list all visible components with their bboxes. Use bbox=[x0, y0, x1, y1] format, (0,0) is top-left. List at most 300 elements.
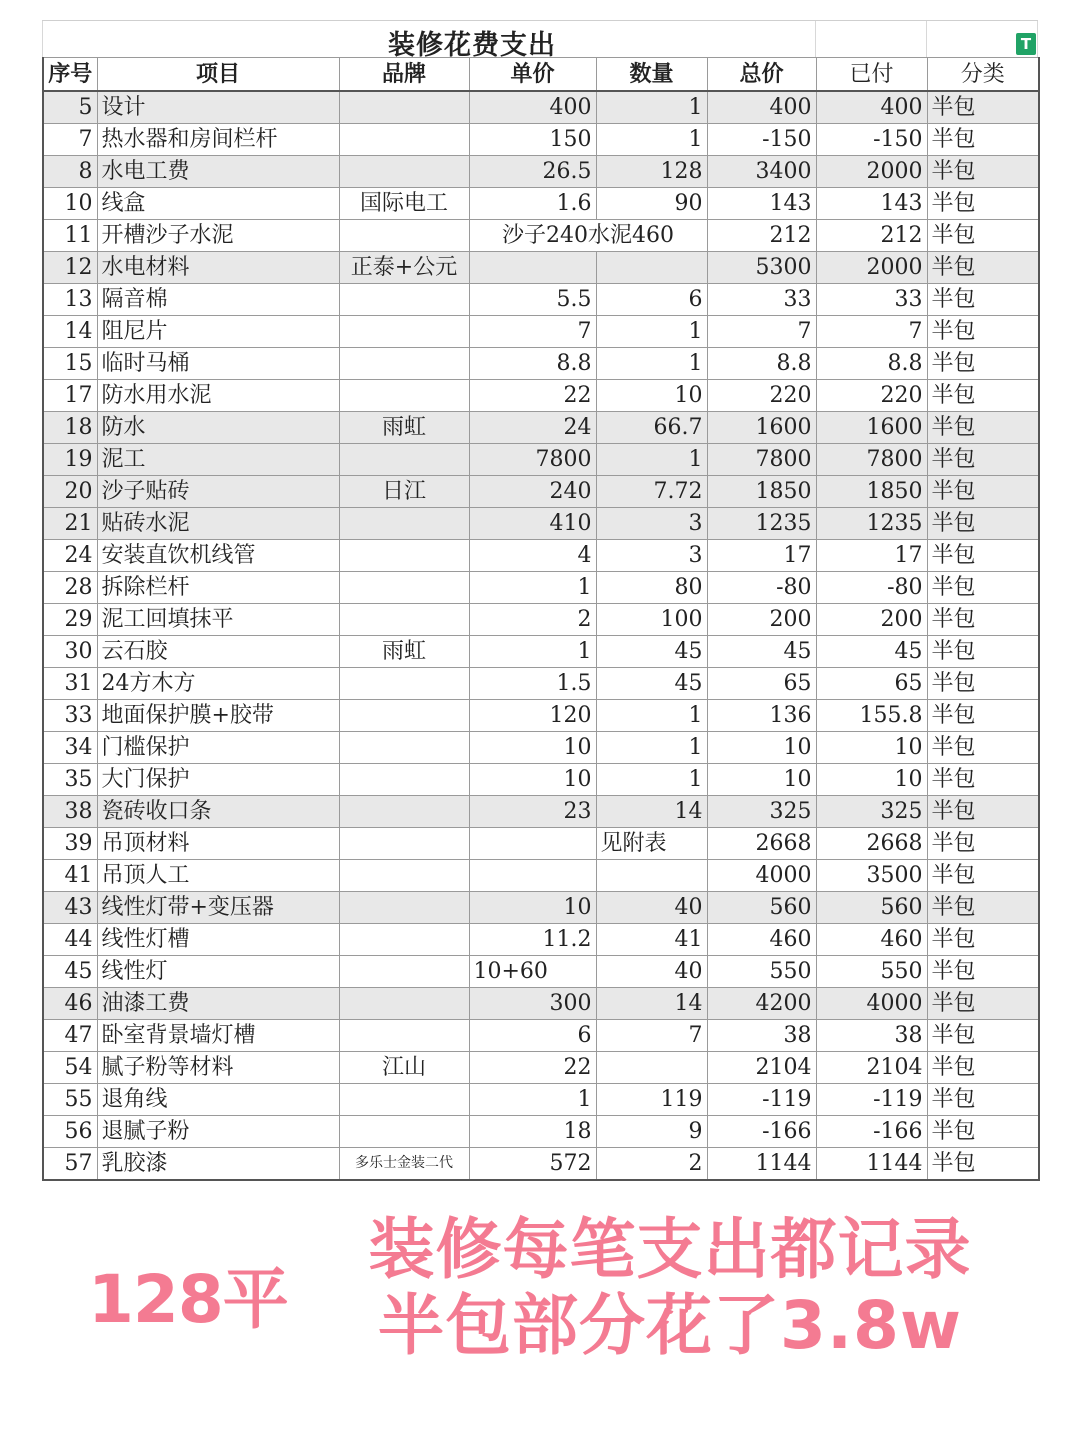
cell-qty[interactable]: 6 bbox=[596, 284, 707, 316]
cell-item[interactable]: 防水 bbox=[97, 412, 339, 444]
cell-seq[interactable]: 14 bbox=[43, 316, 97, 348]
cell-qty[interactable]: 90 bbox=[596, 188, 707, 220]
cell-qty[interactable]: 80 bbox=[596, 572, 707, 604]
cell-brand[interactable]: 江山 bbox=[339, 1052, 469, 1084]
cell-item[interactable]: 设计 bbox=[97, 91, 339, 124]
cell-item[interactable]: 水电工费 bbox=[97, 156, 339, 188]
cell-paid[interactable]: 1600 bbox=[816, 412, 927, 444]
cell-paid[interactable]: 8.8 bbox=[816, 348, 927, 380]
cell-price[interactable]: 300 bbox=[469, 988, 596, 1020]
cell-price[interactable]: 10 bbox=[469, 764, 596, 796]
cell-category[interactable]: 半包 bbox=[927, 508, 1039, 540]
header-brand[interactable]: 品牌 bbox=[339, 58, 469, 92]
table-row bbox=[43, 604, 1039, 636]
cell-seq[interactable]: 34 bbox=[43, 732, 97, 764]
cell-total[interactable]: 38 bbox=[707, 1020, 816, 1052]
cell-category[interactable]: 半包 bbox=[927, 1084, 1039, 1116]
table-row bbox=[43, 444, 1039, 476]
cell-total[interactable]: 212 bbox=[707, 220, 816, 252]
cell-brand[interactable] bbox=[339, 1116, 469, 1148]
cell-seq[interactable]: 21 bbox=[43, 508, 97, 540]
cell-paid[interactable]: 65 bbox=[816, 668, 927, 700]
area-caption: 128平 bbox=[88, 1261, 288, 1338]
cell-seq[interactable]: 15 bbox=[43, 348, 97, 380]
cell-category[interactable]: 半包 bbox=[927, 252, 1039, 284]
cell-seq[interactable]: 31 bbox=[43, 668, 97, 700]
cell-qty[interactable]: 1 bbox=[596, 764, 707, 796]
cell-price[interactable]: 1 bbox=[469, 1084, 596, 1116]
header-paid[interactable]: 已付 bbox=[816, 58, 927, 92]
cell-paid[interactable]: 2000 bbox=[816, 156, 927, 188]
cell-item[interactable]: 泥工回填抹平 bbox=[97, 604, 339, 636]
cell-category[interactable]: 半包 bbox=[927, 796, 1039, 828]
cell-category[interactable]: 半包 bbox=[927, 412, 1039, 444]
cell-seq[interactable]: 30 bbox=[43, 636, 97, 668]
cell-paid[interactable]: 1144 bbox=[816, 1148, 927, 1181]
cell-total[interactable]: 200 bbox=[707, 604, 816, 636]
cell-price[interactable]: 11.2 bbox=[469, 924, 596, 956]
cell-total[interactable]: 10 bbox=[707, 764, 816, 796]
cell-category[interactable]: 半包 bbox=[927, 540, 1039, 572]
cell-paid[interactable]: 33 bbox=[816, 284, 927, 316]
cell-brand[interactable] bbox=[339, 604, 469, 636]
cell-category[interactable]: 半包 bbox=[927, 860, 1039, 892]
cell-brand[interactable]: 国际电工 bbox=[339, 188, 469, 220]
cell-brand[interactable] bbox=[339, 668, 469, 700]
cell-price[interactable]: 26.5 bbox=[469, 156, 596, 188]
cell-item[interactable]: 线盒 bbox=[97, 188, 339, 220]
cell-seq[interactable]: 47 bbox=[43, 1020, 97, 1052]
cell-qty[interactable]: 100 bbox=[596, 604, 707, 636]
cell-category[interactable]: 半包 bbox=[927, 828, 1039, 860]
cell-seq[interactable]: 54 bbox=[43, 1052, 97, 1084]
cell-brand[interactable] bbox=[339, 956, 469, 988]
cell-category[interactable]: 半包 bbox=[927, 956, 1039, 988]
cell-total[interactable]: 400 bbox=[707, 91, 816, 124]
cell-brand[interactable] bbox=[339, 892, 469, 924]
cell-item[interactable]: 油漆工费 bbox=[97, 988, 339, 1020]
cell-brand[interactable] bbox=[339, 348, 469, 380]
cell-seq[interactable]: 56 bbox=[43, 1116, 97, 1148]
table-row bbox=[43, 956, 1039, 988]
cell-price[interactable]: 410 bbox=[469, 508, 596, 540]
cell-price[interactable]: 4 bbox=[469, 540, 596, 572]
cell-qty[interactable]: 41 bbox=[596, 924, 707, 956]
cell-paid[interactable]: 45 bbox=[816, 636, 927, 668]
cell-total[interactable]: 7800 bbox=[707, 444, 816, 476]
cell-seq[interactable]: 46 bbox=[43, 988, 97, 1020]
cell-category[interactable]: 半包 bbox=[927, 988, 1039, 1020]
cell-price[interactable]: 10+60 bbox=[469, 956, 596, 988]
cell-qty[interactable]: 1 bbox=[596, 700, 707, 732]
cell-item[interactable]: 隔音棉 bbox=[97, 284, 339, 316]
table-row bbox=[43, 91, 1039, 124]
cell-category[interactable]: 半包 bbox=[927, 316, 1039, 348]
title-row bbox=[42, 20, 1038, 61]
cell-total[interactable]: 550 bbox=[707, 956, 816, 988]
cell-paid[interactable]: -80 bbox=[816, 572, 927, 604]
cell-category[interactable]: 半包 bbox=[927, 700, 1039, 732]
cell-brand[interactable] bbox=[339, 1020, 469, 1052]
cell-seq[interactable]: 38 bbox=[43, 796, 97, 828]
cell-item[interactable]: 退腻子粉 bbox=[97, 1116, 339, 1148]
cell-category[interactable]: 半包 bbox=[927, 604, 1039, 636]
cell-paid[interactable]: 1850 bbox=[816, 476, 927, 508]
cell-price[interactable]: 7 bbox=[469, 316, 596, 348]
cell-total[interactable]: -150 bbox=[707, 124, 816, 156]
cell-total[interactable]: 560 bbox=[707, 892, 816, 924]
cell-qty[interactable]: 66.7 bbox=[596, 412, 707, 444]
cell-category[interactable]: 半包 bbox=[927, 444, 1039, 476]
table-row bbox=[43, 540, 1039, 572]
cell-total[interactable]: -119 bbox=[707, 1084, 816, 1116]
cell-brand[interactable] bbox=[339, 91, 469, 124]
table-row bbox=[43, 1052, 1039, 1084]
cell-seq[interactable]: 57 bbox=[43, 1148, 97, 1181]
cell-item[interactable]: 泥工 bbox=[97, 444, 339, 476]
cell-item[interactable]: 贴砖水泥 bbox=[97, 508, 339, 540]
cell-brand[interactable] bbox=[339, 700, 469, 732]
cell-price[interactable]: 240 bbox=[469, 476, 596, 508]
cell-total[interactable]: 17 bbox=[707, 540, 816, 572]
cell-brand[interactable] bbox=[339, 1084, 469, 1116]
cell-paid[interactable]: 212 bbox=[816, 220, 927, 252]
cell-qty[interactable]: 1 bbox=[596, 732, 707, 764]
cell-brand[interactable] bbox=[339, 540, 469, 572]
cell-brand[interactable] bbox=[339, 508, 469, 540]
cell-price[interactable]: 18 bbox=[469, 1116, 596, 1148]
cell-qty[interactable]: 7.72 bbox=[596, 476, 707, 508]
cell-price[interactable] bbox=[469, 252, 596, 284]
cell-seq[interactable]: 17 bbox=[43, 380, 97, 412]
cell-category[interactable]: 半包 bbox=[927, 156, 1039, 188]
cell-brand[interactable] bbox=[339, 284, 469, 316]
cell-category[interactable]: 半包 bbox=[927, 476, 1039, 508]
cell-paid[interactable]: 550 bbox=[816, 956, 927, 988]
cell-total[interactable]: 2104 bbox=[707, 1052, 816, 1084]
cell-item[interactable]: 乳胶漆 bbox=[97, 1148, 339, 1181]
cell-seq[interactable]: 44 bbox=[43, 924, 97, 956]
cell-total[interactable]: 8.8 bbox=[707, 348, 816, 380]
cell-price[interactable]: 22 bbox=[469, 380, 596, 412]
cell-qty[interactable] bbox=[596, 252, 707, 284]
header-item[interactable]: 项目 bbox=[97, 58, 339, 92]
cell-paid[interactable]: -150 bbox=[816, 124, 927, 156]
cell-category[interactable]: 半包 bbox=[927, 1052, 1039, 1084]
cell-category[interactable]: 半包 bbox=[927, 668, 1039, 700]
cell-qty[interactable]: 1 bbox=[596, 348, 707, 380]
cell-qty[interactable]: 3 bbox=[596, 540, 707, 572]
cell-qty[interactable]: 1 bbox=[596, 124, 707, 156]
cell-paid[interactable]: -166 bbox=[816, 1116, 927, 1148]
cell-total[interactable]: 1144 bbox=[707, 1148, 816, 1181]
cell-qty[interactable]: 1 bbox=[596, 316, 707, 348]
cell-paid[interactable]: 560 bbox=[816, 892, 927, 924]
cell-total[interactable]: 1235 bbox=[707, 508, 816, 540]
cell-seq[interactable]: 18 bbox=[43, 412, 97, 444]
cell-qty[interactable]: 见附表 bbox=[596, 828, 707, 860]
cell-total[interactable]: 7 bbox=[707, 316, 816, 348]
cell-qty[interactable]: 45 bbox=[596, 636, 707, 668]
cell-qty[interactable]: 1 bbox=[596, 444, 707, 476]
cell-item[interactable]: 拆除栏杆 bbox=[97, 572, 339, 604]
table-row bbox=[43, 220, 1039, 252]
cell-category[interactable]: 半包 bbox=[927, 892, 1039, 924]
header-category[interactable]: 分类 bbox=[927, 58, 1039, 92]
cell-category[interactable]: 半包 bbox=[927, 188, 1039, 220]
cell-category[interactable]: 半包 bbox=[927, 732, 1039, 764]
cell-total[interactable]: 5300 bbox=[707, 252, 816, 284]
cell-price[interactable]: 572 bbox=[469, 1148, 596, 1181]
cell-brand[interactable]: 正泰+公元 bbox=[339, 252, 469, 284]
cell-total[interactable]: 3400 bbox=[707, 156, 816, 188]
cell-price[interactable]: 1.5 bbox=[469, 668, 596, 700]
cell-total[interactable]: 4200 bbox=[707, 988, 816, 1020]
cell-seq[interactable]: 20 bbox=[43, 476, 97, 508]
cell-brand[interactable]: 雨虹 bbox=[339, 636, 469, 668]
cell-item[interactable]: 吊顶人工 bbox=[97, 860, 339, 892]
cell-seq[interactable]: 10 bbox=[43, 188, 97, 220]
cell-seq[interactable]: 55 bbox=[43, 1084, 97, 1116]
cell-brand[interactable] bbox=[339, 124, 469, 156]
cell-seq[interactable]: 24 bbox=[43, 540, 97, 572]
cell-qty[interactable]: 9 bbox=[596, 1116, 707, 1148]
cell-item[interactable]: 卧室背景墙灯槽 bbox=[97, 1020, 339, 1052]
cell-price-qty-merged[interactable]: 沙子240水泥460 bbox=[469, 220, 707, 252]
cell-qty[interactable]: 2 bbox=[596, 1148, 707, 1181]
cell-price[interactable]: 2 bbox=[469, 604, 596, 636]
cell-seq[interactable]: 29 bbox=[43, 604, 97, 636]
cell-total[interactable]: 65 bbox=[707, 668, 816, 700]
cell-brand[interactable]: 日江 bbox=[339, 476, 469, 508]
cell-category[interactable]: 半包 bbox=[927, 1020, 1039, 1052]
cell-item[interactable]: 大门保护 bbox=[97, 764, 339, 796]
table-row bbox=[43, 828, 1039, 860]
cell-category[interactable]: 半包 bbox=[927, 636, 1039, 668]
cell-item[interactable]: 线性灯带+变压器 bbox=[97, 892, 339, 924]
cell-category[interactable]: 半包 bbox=[927, 380, 1039, 412]
cell-seq[interactable]: 33 bbox=[43, 700, 97, 732]
cell-paid[interactable]: 2668 bbox=[816, 828, 927, 860]
header-seq[interactable]: 序号 bbox=[43, 58, 97, 92]
cell-qty[interactable]: 14 bbox=[596, 796, 707, 828]
cell-paid[interactable]: 4000 bbox=[816, 988, 927, 1020]
cell-price[interactable] bbox=[469, 860, 596, 892]
cell-brand[interactable] bbox=[339, 796, 469, 828]
cell-paid[interactable]: 460 bbox=[816, 924, 927, 956]
cell-total[interactable]: 1850 bbox=[707, 476, 816, 508]
cell-total[interactable]: 220 bbox=[707, 380, 816, 412]
cell-seq[interactable]: 8 bbox=[43, 156, 97, 188]
cell-category[interactable]: 半包 bbox=[927, 924, 1039, 956]
cell-seq[interactable]: 5 bbox=[43, 91, 97, 124]
cell-brand[interactable]: 多乐士金装二代 bbox=[339, 1148, 469, 1181]
cell-price[interactable]: 24 bbox=[469, 412, 596, 444]
cell-seq[interactable]: 13 bbox=[43, 284, 97, 316]
cell-total[interactable]: 2668 bbox=[707, 828, 816, 860]
cell-paid[interactable]: 400 bbox=[816, 91, 927, 124]
cell-total[interactable]: 460 bbox=[707, 924, 816, 956]
cell-price[interactable]: 22 bbox=[469, 1052, 596, 1084]
filter-icon[interactable]: T bbox=[1016, 33, 1036, 55]
cell-brand[interactable] bbox=[339, 572, 469, 604]
cell-brand[interactable] bbox=[339, 924, 469, 956]
cell-category[interactable]: 半包 bbox=[927, 572, 1039, 604]
cell-category[interactable]: 半包 bbox=[927, 284, 1039, 316]
header-total[interactable]: 总价 bbox=[707, 58, 816, 92]
summary-caption bbox=[350, 1212, 990, 1364]
cell-paid[interactable]: 7 bbox=[816, 316, 927, 348]
cell-brand[interactable] bbox=[339, 156, 469, 188]
cell-total[interactable]: 4000 bbox=[707, 860, 816, 892]
cell-paid[interactable]: 10 bbox=[816, 764, 927, 796]
cell-total[interactable]: 136 bbox=[707, 700, 816, 732]
cell-paid[interactable]: 10 bbox=[816, 732, 927, 764]
cell-price[interactable]: 5.5 bbox=[469, 284, 596, 316]
cell-category[interactable]: 半包 bbox=[927, 1116, 1039, 1148]
cell-qty[interactable]: 40 bbox=[596, 956, 707, 988]
cell-item[interactable]: 水电材料 bbox=[97, 252, 339, 284]
cell-qty[interactable]: 119 bbox=[596, 1084, 707, 1116]
cell-category[interactable]: 半包 bbox=[927, 348, 1039, 380]
cell-item[interactable]: 开槽沙子水泥 bbox=[97, 220, 339, 252]
cell-qty[interactable]: 128 bbox=[596, 156, 707, 188]
cell-seq[interactable]: 43 bbox=[43, 892, 97, 924]
cell-item[interactable]: 退角线 bbox=[97, 1084, 339, 1116]
cell-item[interactable]: 门槛保护 bbox=[97, 732, 339, 764]
cell-qty[interactable]: 40 bbox=[596, 892, 707, 924]
cell-qty[interactable]: 14 bbox=[596, 988, 707, 1020]
cell-seq[interactable]: 11 bbox=[43, 220, 97, 252]
cell-seq[interactable]: 19 bbox=[43, 444, 97, 476]
cell-item[interactable]: 瓷砖收口条 bbox=[97, 796, 339, 828]
cell-seq[interactable]: 12 bbox=[43, 252, 97, 284]
cell-item[interactable]: 地面保护膜+胶带 bbox=[97, 700, 339, 732]
cell-paid[interactable]: 2000 bbox=[816, 252, 927, 284]
cell-category[interactable]: 半包 bbox=[927, 1148, 1039, 1181]
cell-brand[interactable] bbox=[339, 860, 469, 892]
cell-paid[interactable]: 143 bbox=[816, 188, 927, 220]
cell-category[interactable]: 半包 bbox=[927, 124, 1039, 156]
cell-price[interactable]: 150 bbox=[469, 124, 596, 156]
table-row bbox=[43, 700, 1039, 732]
cell-item[interactable]: 线性灯 bbox=[97, 956, 339, 988]
cell-qty[interactable]: 1 bbox=[596, 91, 707, 124]
table-row bbox=[43, 348, 1039, 380]
cell-price[interactable]: 7800 bbox=[469, 444, 596, 476]
cell-total[interactable]: -80 bbox=[707, 572, 816, 604]
cell-qty[interactable] bbox=[596, 860, 707, 892]
cell-brand[interactable] bbox=[339, 444, 469, 476]
cell-price[interactable]: 6 bbox=[469, 1020, 596, 1052]
cell-brand[interactable] bbox=[339, 988, 469, 1020]
cell-paid[interactable]: 3500 bbox=[816, 860, 927, 892]
cell-item[interactable]: 热水器和房间栏杆 bbox=[97, 124, 339, 156]
cell-brand[interactable] bbox=[339, 380, 469, 412]
header-price[interactable]: 单价 bbox=[469, 58, 596, 92]
cell-item[interactable]: 腻子粉等材料 bbox=[97, 1052, 339, 1084]
cell-total[interactable]: 45 bbox=[707, 636, 816, 668]
header-qty[interactable]: 数量 bbox=[596, 58, 707, 92]
cell-brand[interactable]: 雨虹 bbox=[339, 412, 469, 444]
cell-item[interactable]: 云石胶 bbox=[97, 636, 339, 668]
table-row bbox=[43, 1020, 1039, 1052]
cell-paid[interactable]: 38 bbox=[816, 1020, 927, 1052]
cell-item[interactable]: 沙子贴砖 bbox=[97, 476, 339, 508]
cell-total[interactable]: 33 bbox=[707, 284, 816, 316]
cell-price[interactable]: 1 bbox=[469, 636, 596, 668]
cell-qty[interactable] bbox=[596, 1052, 707, 1084]
cell-item[interactable]: 临时马桶 bbox=[97, 348, 339, 380]
cell-qty[interactable]: 7 bbox=[596, 1020, 707, 1052]
cell-brand[interactable] bbox=[339, 732, 469, 764]
cell-item[interactable]: 安装直饮机线管 bbox=[97, 540, 339, 572]
table-row bbox=[43, 636, 1039, 668]
cell-seq[interactable]: 7 bbox=[43, 124, 97, 156]
cell-brand[interactable] bbox=[339, 316, 469, 348]
cell-price[interactable]: 120 bbox=[469, 700, 596, 732]
cell-paid[interactable]: 200 bbox=[816, 604, 927, 636]
cell-item[interactable]: 24方木方 bbox=[97, 668, 339, 700]
cell-total[interactable]: 1600 bbox=[707, 412, 816, 444]
cell-paid[interactable]: 7800 bbox=[816, 444, 927, 476]
cell-paid[interactable]: 155.8 bbox=[816, 700, 927, 732]
cell-category[interactable]: 半包 bbox=[927, 91, 1039, 124]
cell-total[interactable]: 325 bbox=[707, 796, 816, 828]
cell-price[interactable] bbox=[469, 828, 596, 860]
cell-qty[interactable]: 10 bbox=[596, 380, 707, 412]
cell-category[interactable]: 半包 bbox=[927, 220, 1039, 252]
expense-sheet bbox=[42, 20, 1038, 1181]
table-row bbox=[43, 860, 1039, 892]
table-row bbox=[43, 892, 1039, 924]
cell-brand[interactable] bbox=[339, 764, 469, 796]
cell-total[interactable]: 10 bbox=[707, 732, 816, 764]
cell-price[interactable]: 10 bbox=[469, 892, 596, 924]
cell-item[interactable]: 线性灯槽 bbox=[97, 924, 339, 956]
cell-total[interactable]: -166 bbox=[707, 1116, 816, 1148]
table-row bbox=[43, 380, 1039, 412]
cell-total[interactable]: 143 bbox=[707, 188, 816, 220]
cell-paid[interactable]: 220 bbox=[816, 380, 927, 412]
cell-paid[interactable]: 17 bbox=[816, 540, 927, 572]
cell-category[interactable]: 半包 bbox=[927, 764, 1039, 796]
cell-paid[interactable]: 2104 bbox=[816, 1052, 927, 1084]
cell-paid[interactable]: -119 bbox=[816, 1084, 927, 1116]
cell-price[interactable]: 400 bbox=[469, 91, 596, 124]
cell-brand[interactable] bbox=[339, 828, 469, 860]
cell-qty[interactable]: 45 bbox=[596, 668, 707, 700]
cell-price[interactable]: 23 bbox=[469, 796, 596, 828]
cell-brand[interactable] bbox=[339, 220, 469, 252]
cell-price[interactable]: 1.6 bbox=[469, 188, 596, 220]
cell-item[interactable]: 防水用水泥 bbox=[97, 380, 339, 412]
cell-seq[interactable]: 41 bbox=[43, 860, 97, 892]
cell-price[interactable]: 1 bbox=[469, 572, 596, 604]
cell-qty[interactable]: 3 bbox=[596, 508, 707, 540]
cell-seq[interactable]: 45 bbox=[43, 956, 97, 988]
cell-paid[interactable]: 1235 bbox=[816, 508, 927, 540]
cell-item[interactable]: 吊顶材料 bbox=[97, 828, 339, 860]
cell-price[interactable]: 8.8 bbox=[469, 348, 596, 380]
cell-price[interactable]: 10 bbox=[469, 732, 596, 764]
cell-item[interactable]: 阻尼片 bbox=[97, 316, 339, 348]
cell-paid[interactable]: 325 bbox=[816, 796, 927, 828]
cell-seq[interactable]: 28 bbox=[43, 572, 97, 604]
cell-seq[interactable]: 39 bbox=[43, 828, 97, 860]
cell-seq[interactable]: 35 bbox=[43, 764, 97, 796]
table-row bbox=[43, 188, 1039, 220]
